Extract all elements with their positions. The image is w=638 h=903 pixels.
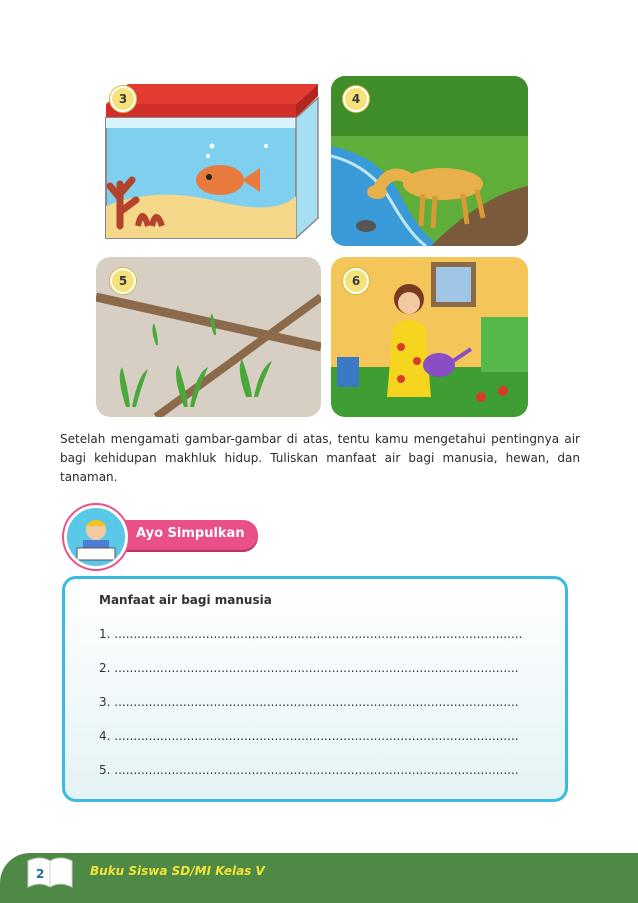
answer-line[interactable]: 2. .......................................................................................................... (99, 661, 519, 675)
picture-number-badge: 4 (343, 86, 369, 112)
picture-number-badge: 5 (110, 268, 136, 294)
reading-boy-icon (64, 505, 128, 569)
section-banner (64, 505, 264, 565)
footer-band (0, 853, 638, 903)
answer-line[interactable]: 4. .......................................................................................................... (99, 729, 519, 743)
instruction-paragraph: Setelah mengamati gambar-gambar di atas, tentu kamu mengetahui pentingnya air bagi kehidupan makhluk hidup. Tuliskan manfaat air bagi manusia, hewan, dan tanaman. (60, 432, 580, 484)
answer-line[interactable]: 5. .......................................................................................................... (99, 763, 519, 777)
page-number: 2 (36, 867, 45, 881)
card-title: Manfaat air bagi manusia (99, 593, 272, 607)
banner-label: Ayo Simpulkan (136, 526, 245, 541)
answer-line[interactable]: 1. ........................................................................................................... (99, 627, 523, 641)
page-footer (0, 853, 638, 903)
answer-line[interactable]: 3. .......................................................................................................... (99, 695, 519, 709)
book-title: Buku Siswa SD/MI Kelas V (90, 864, 265, 878)
picture-number-badge: 3 (110, 86, 136, 112)
answer-card (62, 576, 568, 802)
picture-number-badge: 6 (343, 268, 369, 294)
open-book-icon (24, 851, 76, 891)
